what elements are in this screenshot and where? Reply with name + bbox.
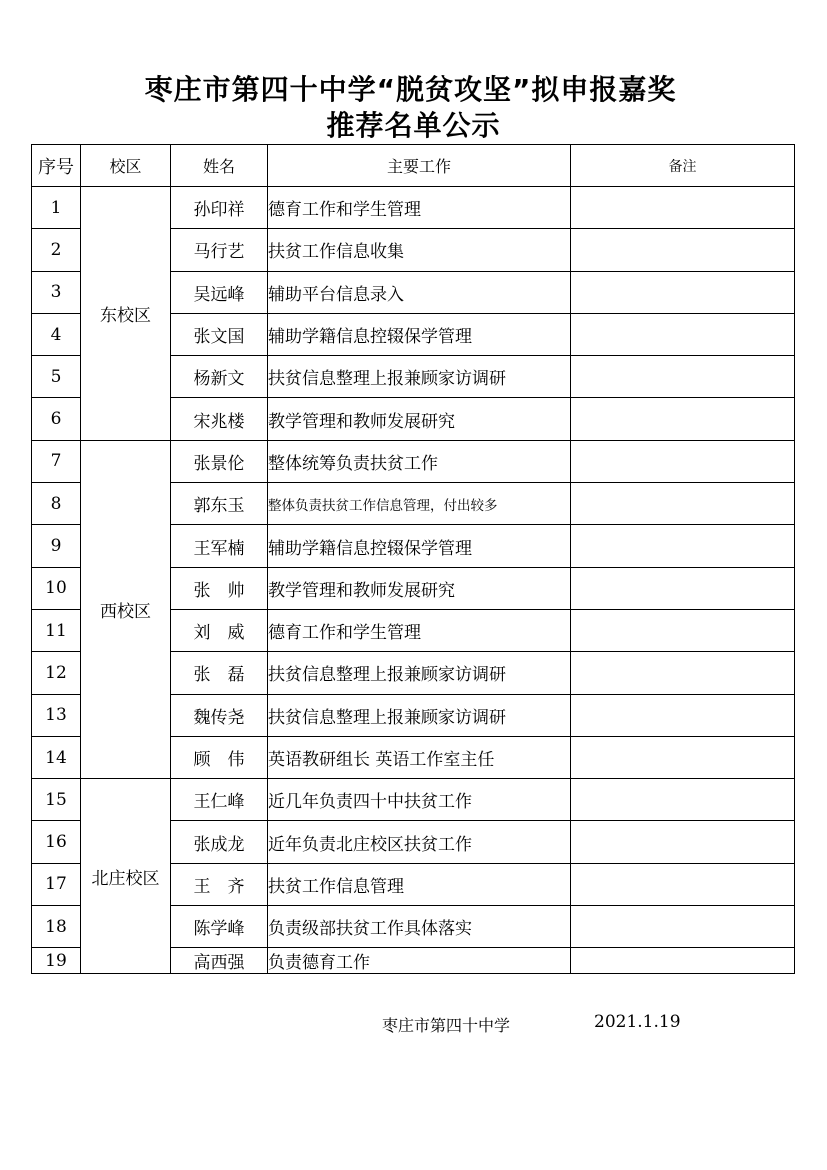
row-remarks — [571, 483, 795, 525]
row-work: 扶贫工作信息管理 — [268, 863, 571, 905]
row-name: 郭东玉 — [171, 483, 268, 525]
table-row — [32, 440, 795, 482]
row-seq: 9 — [32, 525, 81, 567]
campus-beizhuang: 北庄校区 — [81, 779, 171, 974]
row-remarks — [571, 948, 795, 974]
row-seq: 5 — [32, 356, 81, 398]
row-remarks — [571, 609, 795, 651]
row-name: 杨新文 — [171, 356, 268, 398]
campus-west: 西校区 — [81, 440, 171, 778]
row-work: 辅助学籍信息控辍保学管理 — [268, 525, 571, 567]
row-seq: 6 — [32, 398, 81, 440]
row-remarks — [571, 906, 795, 948]
table-row — [32, 187, 795, 229]
row-name: 孙印祥 — [171, 187, 268, 229]
header-seq: 序号 — [32, 145, 81, 187]
row-work: 辅助平台信息录入 — [268, 271, 571, 313]
table-row — [32, 779, 795, 821]
row-name: 高西强 — [171, 948, 268, 974]
row-work: 负责级部扶贫工作具体落实 — [268, 906, 571, 948]
header-work: 主要工作 — [268, 145, 571, 187]
row-work: 负责德育工作 — [268, 948, 571, 974]
row-remarks — [571, 736, 795, 778]
row-work: 扶贫工作信息收集 — [268, 229, 571, 271]
row-work: 德育工作和学生管理 — [268, 187, 571, 229]
row-work: 德育工作和学生管理 — [268, 609, 571, 651]
row-seq: 11 — [32, 609, 81, 651]
row-work: 近几年负责四十中扶贫工作 — [268, 779, 571, 821]
row-name: 张成龙 — [171, 821, 268, 863]
row-seq: 2 — [32, 229, 81, 271]
row-seq: 7 — [32, 440, 81, 482]
row-work: 英语教研组长 英语工作室主任 — [268, 736, 571, 778]
row-seq: 19 — [32, 948, 81, 974]
row-name: 吴远峰 — [171, 271, 268, 313]
row-name: 王军楠 — [171, 525, 268, 567]
row-name: 王仁峰 — [171, 779, 268, 821]
header-campus: 校区 — [81, 145, 171, 187]
row-remarks — [571, 187, 795, 229]
row-remarks — [571, 821, 795, 863]
row-work: 扶贫信息整理上报兼顾家访调研 — [268, 356, 571, 398]
row-remarks — [571, 398, 795, 440]
row-work: 扶贫信息整理上报兼顾家访调研 — [268, 694, 571, 736]
row-remarks — [571, 356, 795, 398]
row-seq: 3 — [32, 271, 81, 313]
row-seq: 12 — [32, 652, 81, 694]
footer-school-name: 枣庄市第四十中学 — [382, 1016, 511, 1035]
row-name: 魏传尧 — [171, 694, 268, 736]
footer-date: 2021.1.19 — [594, 1012, 681, 1032]
row-name: 刘 威 — [171, 609, 268, 651]
row-work: 教学管理和教师发展研究 — [268, 398, 571, 440]
row-name: 顾 伟 — [171, 736, 268, 778]
row-seq: 13 — [32, 694, 81, 736]
recommendation-table — [31, 144, 795, 974]
table-header-row — [32, 145, 795, 187]
row-remarks — [571, 440, 795, 482]
header-name: 姓名 — [171, 145, 268, 187]
row-seq: 15 — [32, 779, 81, 821]
header-remarks: 备注 — [571, 145, 795, 187]
row-name: 张景伦 — [171, 440, 268, 482]
row-remarks — [571, 779, 795, 821]
row-seq: 18 — [32, 906, 81, 948]
row-remarks — [571, 271, 795, 313]
row-remarks — [571, 694, 795, 736]
row-work: 近年负责北庄校区扶贫工作 — [268, 821, 571, 863]
document-title-line-2: 推荐名单公示 — [326, 109, 501, 142]
campus-east: 东校区 — [81, 187, 171, 441]
row-name: 张 磊 — [171, 652, 268, 694]
row-name: 张 帅 — [171, 567, 268, 609]
row-work: 扶贫信息整理上报兼顾家访调研 — [268, 652, 571, 694]
row-remarks — [571, 863, 795, 905]
row-work: 整体统筹负责扶贫工作 — [268, 440, 571, 482]
row-seq: 17 — [32, 863, 81, 905]
row-work: 整体负责扶贫工作信息管理，付出较多 — [268, 483, 571, 525]
row-remarks — [571, 567, 795, 609]
row-remarks — [571, 229, 795, 271]
row-seq: 16 — [32, 821, 81, 863]
row-name: 陈学峰 — [171, 906, 268, 948]
row-work: 辅助学籍信息控辍保学管理 — [268, 313, 571, 355]
row-seq: 1 — [32, 187, 81, 229]
document-title-line-1: 枣庄市第四十中学“脱贫攻坚”拟申报嘉奖 — [144, 73, 677, 106]
row-name: 宋兆楼 — [171, 398, 268, 440]
row-seq: 14 — [32, 736, 81, 778]
row-seq: 8 — [32, 483, 81, 525]
row-seq: 4 — [32, 313, 81, 355]
row-remarks — [571, 652, 795, 694]
row-work: 教学管理和教师发展研究 — [268, 567, 571, 609]
row-remarks — [571, 313, 795, 355]
row-name: 王 齐 — [171, 863, 268, 905]
row-name: 马行艺 — [171, 229, 268, 271]
row-name: 张文国 — [171, 313, 268, 355]
row-seq: 10 — [32, 567, 81, 609]
row-remarks — [571, 525, 795, 567]
